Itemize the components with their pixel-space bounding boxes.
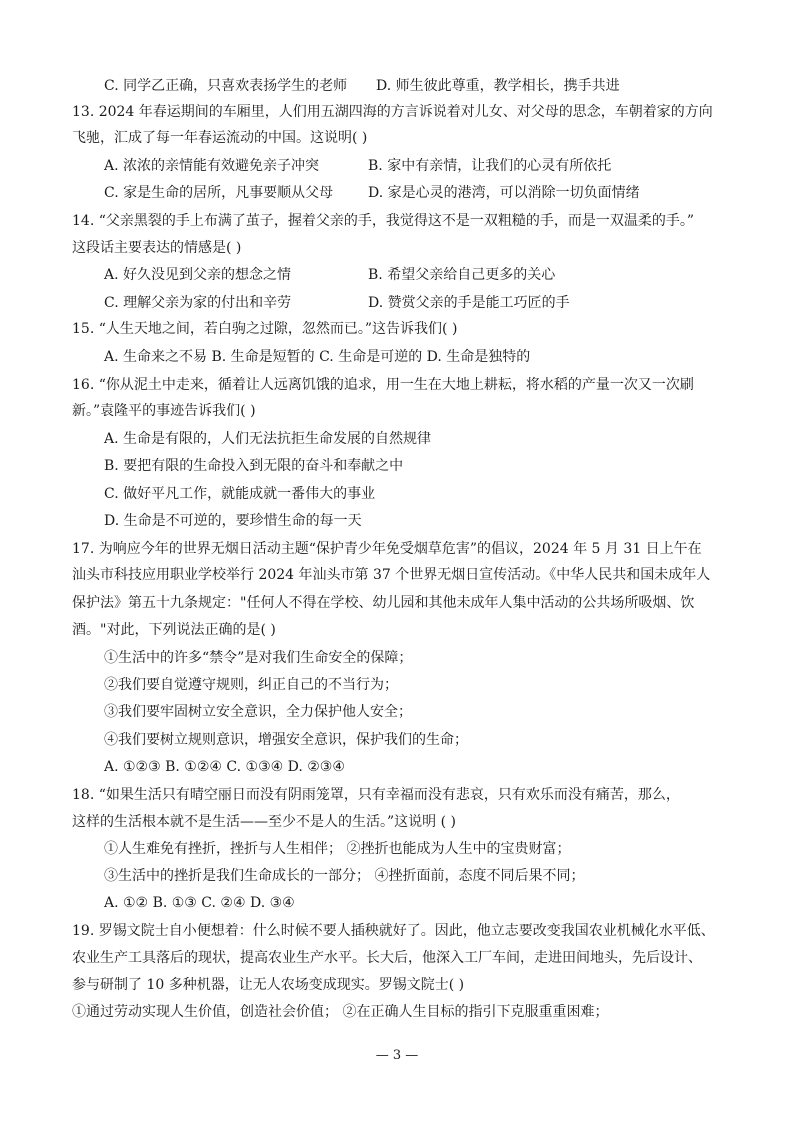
question-17-stem-cont-3: 酒。"对此，下列说法正确的是( ): [72, 622, 276, 638]
question-14-stem: 14. “父亲黑裂的手上布满了茧子，握着父亲的手，我觉得这不是一双粗糙的手，而是一双温柔的手。”: [72, 213, 695, 229]
question-16-stem: 16. “你从泥土中走来，循着让人远离饥饿的追求，用一生在大地上耕耘，将水稻的产量一次又一次刷: [72, 377, 694, 393]
q17-statement-3: ③我们要牢固树立安全意识，全力保护他人安全；: [104, 704, 412, 720]
q18-statements-3-4: ③生活中的挫折是我们生命成长的一部分； ④挫折面前，态度不同后果不同；: [104, 868, 585, 884]
question-19-stem-cont-2: 参与研制了 10 多种机器，让无人农场变成现实。罗锡文院士( ): [72, 977, 465, 993]
q13-option-a: A. 浓浓的亲情能有效避免亲子冲突: [104, 158, 320, 174]
q19-statements-1-2: ①通过劳动实现人生价值，创造社会价值； ②在正确人生目标的指引下克服重重困难；: [72, 1004, 609, 1020]
q14-option-c: C. 理解父亲为家的付出和辛劳: [104, 295, 292, 311]
q17-statement-2: ②我们要自觉遵守规则，纠正自己的不当行为；: [104, 677, 398, 693]
question-18-stem-cont: 这样的生活根本就不是生活——至少不是人的生活。”这说明 ( ): [72, 814, 456, 830]
question-16-stem-cont: 新。”袁隆平的事迹告诉我们( ): [72, 403, 256, 419]
q18-options: A. ①② B. ①③ C. ②④ D. ③④: [104, 895, 295, 911]
q16-option-d: D. 生命是不可逆的，要珍惜生命的每一天: [104, 513, 362, 529]
q17-options: A. ①②③ B. ①②④ C. ①③④ D. ②③④: [104, 759, 345, 775]
q13-option-b: B. 家中有亲情，让我们的心灵有所依托: [368, 158, 612, 174]
q17-statement-4: ④我们要树立规则意识，增强安全意识，保护我们的生命；: [104, 732, 468, 748]
q16-option-a: A. 生命是有限的，人们无法抗拒生命发展的自然规律: [104, 431, 432, 447]
question-17-stem-cont-2: 保护法》第五十九条规定："任何人不得在学校、幼儿园和其他未成年人集中活动的公共场所吸烟、饮: [72, 595, 695, 611]
q16-option-b: B. 要把有限的生命投入到无限的奋斗和奉献之中: [104, 458, 404, 474]
q16-option-c: C. 做好平凡工作，就能成就一番伟大的事业: [104, 486, 376, 502]
q14-option-b: B. 希望父亲给自己更多的关心: [368, 267, 556, 283]
q14-option-a: A. 好久没见到父亲的想念之情: [104, 267, 292, 283]
q14-option-d: D. 赞赏父亲的手是能工巧匠的手: [368, 295, 570, 311]
q17-statement-1: ①生活中的许多“禁令”是对我们生命安全的保障；: [104, 650, 413, 666]
question-15-stem: 15. “人生天地之间，若白驹之过隙，忽然而已。”这告诉我们( ): [72, 321, 458, 337]
question-17-stem: 17. 为响应今年的世界无烟日活动主题“保护青少年免受烟草危害”的倡议，2024 年 5 月 31 日上午在: [72, 541, 702, 557]
question-18-stem: 18. “如果生活只有晴空丽日而没有阴雨笼罩，只有幸福而没有悲哀，只有欢乐而没有痛苦，那么，: [72, 787, 680, 803]
question-19-stem: 19. 罗锡文院士自小便想着：什么时候不要人插秧就好了。因此，他立志要改变我国农业机械化水平低、: [72, 923, 715, 939]
page-number: — 3 —: [375, 1048, 419, 1063]
question-17-stem-cont-1: 汕头市科技应用职业学校举行 2024 年汕头市第 37 个世界无烟日宣传活动。《中华人民共和国未成年人: [72, 567, 711, 583]
prev-option-d: D. 师生彼此尊重，教学相长，携手共进: [376, 78, 620, 94]
question-13-stem: 13. 2024 年春运期间的车厢里，人们用五湖四海的方言诉说着对儿女、对父母的思念，车朝着家的方向: [72, 104, 713, 120]
question-13-stem-cont: 飞驰，汇成了每一年春运流动的中国。这说明( ): [72, 130, 368, 146]
question-14-stem-cont: 这段话主要表达的情感是( ): [72, 240, 242, 256]
q18-statements-1-2: ①人生难免有挫折，挫折与人生相伴； ②挫折也能成为人生中的宝贵财富；: [104, 841, 571, 857]
question-19-stem-cont-1: 农业生产工具落后的现状，提高农业生产水平。长大后，他深入工厂车间，走进田间地头，先后设计、: [72, 950, 702, 966]
q15-options: A. 生命来之不易 B. 生命是短暂的 C. 生命是可逆的 D. 生命是独特的: [104, 349, 531, 365]
prev-option-c: C. 同学乙正确，只喜欢表扬学生的老师: [104, 78, 348, 94]
q13-option-c: C. 家是生命的居所，凡事要顺从父母: [104, 185, 334, 201]
q13-option-d: D. 家是心灵的港湾，可以消除一切负面情绪: [368, 185, 640, 201]
